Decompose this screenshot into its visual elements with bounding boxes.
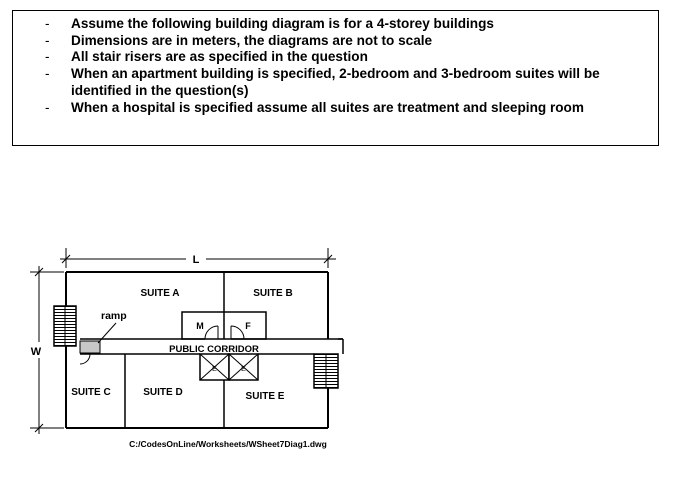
- note-text: When a hospital is specified assume all suites are treatment and sleeping room: [71, 99, 584, 115]
- washroom-f-label: F: [245, 321, 251, 331]
- suite-c-label: SUITE C: [71, 387, 111, 398]
- suite-d-label: SUITE D: [143, 387, 183, 398]
- note-text: Assume the following building diagram is for a 4-storey buildings: [71, 16, 494, 31]
- suite-a-label: SUITE A: [140, 288, 180, 299]
- elevator-mark-left: E: [212, 366, 217, 373]
- washroom-block: [182, 312, 266, 339]
- washroom-m-label: M: [196, 321, 204, 331]
- corridor-label: PUBLIC CORRIDOR: [169, 344, 259, 355]
- note-text: All stair risers are as specified in the question: [71, 49, 368, 65]
- elevator-mark-right: E: [241, 366, 246, 373]
- bullet-dash: -: [45, 32, 50, 48]
- bullet-dash: -: [45, 49, 50, 65]
- note-text: Dimensions are in meters, the diagrams are not to scale: [71, 32, 433, 48]
- ramp: [80, 323, 116, 353]
- bullet-dash: -: [45, 16, 50, 31]
- file-path-label: C:/CodesOnLine/Worksheets/WSheet7Diag1.dwg: [129, 439, 327, 449]
- stair-left: [54, 306, 76, 346]
- suite-b-label: SUITE B: [253, 288, 293, 299]
- bullet-dash: -: [45, 66, 50, 82]
- ramp-label: ramp: [101, 310, 127, 322]
- stair-right: [314, 339, 343, 388]
- dimension-width-label: W: [30, 346, 42, 358]
- bullet-dash: -: [45, 99, 50, 115]
- dimension-length-label: L: [192, 254, 200, 266]
- note-text: When an apartment building is specified, 2-bedroom and 3-bedroom suites will be identified in the question(s): [71, 66, 600, 98]
- suite-e-label: SUITE E: [245, 391, 285, 402]
